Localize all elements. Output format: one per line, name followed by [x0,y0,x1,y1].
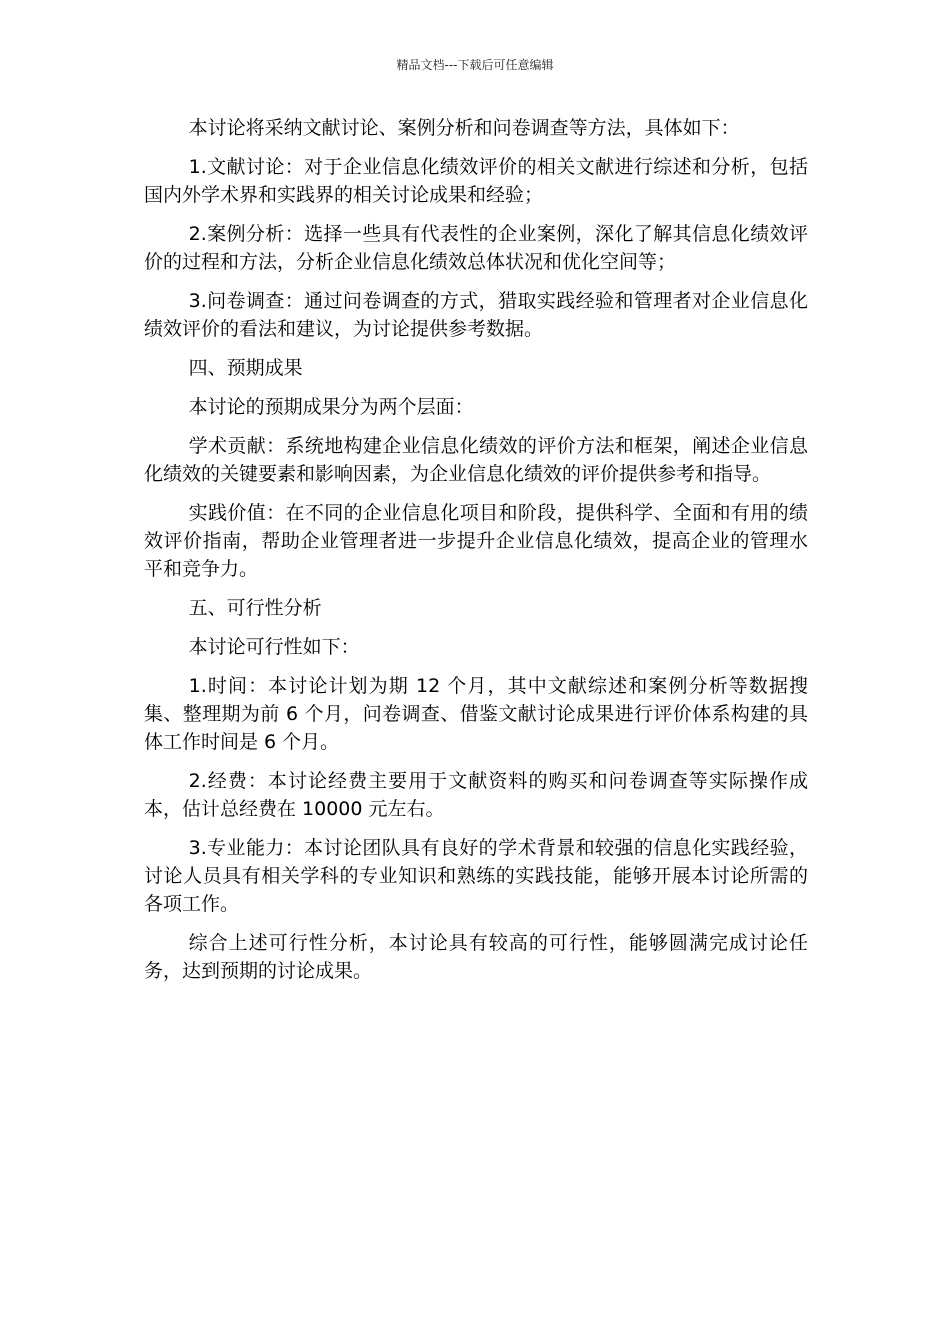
paragraph-budget: 2.经费：本讨论经费主要用于文献资料的购买和问卷调查等实际操作成本，估计总经费在 10000 元左右。 [144,770,808,820]
paragraph-expertise: 3.专业能力：本讨论团队具有良好的学术背景和较强的信息化实践经验，讨论人员具有相关学科的专业知识和熟练的实践技能，能够开展本讨论所需的各项工作。 [144,837,808,915]
paragraph-literature-review: 1.文献讨论：对于企业信息化绩效评价的相关文献进行综述和分析，包括国内外学术界和实践界的相关讨论成果和经验； [144,156,808,206]
section-heading-expected-results: 四、预期成果 [188,357,303,379]
document-body [144,114,808,996]
page-header: 精品文档---下载后可任意编辑 [396,58,554,72]
paragraph-feasibility-intro: 本讨论可行性如下： [188,636,360,658]
paragraph-academic-contribution: 学术贡献：系统地构建企业信息化绩效的评价方法和框架，阐述企业信息化绩效的关键要素和影响因素，为企业信息化绩效的评价提供参考和指导。 [144,435,808,485]
section-heading-feasibility: 五、可行性分析 [188,597,322,619]
paragraph-case-analysis: 2.案例分析：选择一些具有代表性的企业案例，深化了解其信息化绩效评价的过程和方法，分析企业信息化绩效总体状况和优化空间等； [144,223,808,273]
paragraph-conclusion: 综合上述可行性分析，本讨论具有较高的可行性，能够圆满完成讨论任务，达到预期的讨论成果。 [144,932,808,982]
paragraph-time: 1.时间：本讨论计划为期 12 个月，其中文献综述和案例分析等数据搜集、整理期为前 6 个月，问卷调查、借鉴文献讨论成果进行评价体系构建的具体工作时间是 6 个月。 [144,675,808,753]
paragraph-methods-intro: 本讨论将采纳文献讨论、案例分析和问卷调查等方法，具体如下： [188,117,740,139]
paragraph-practical-value: 实践价值：在不同的企业信息化项目和阶段，提供科学、全面和有用的绩效评价指南，帮助企业管理者进一步提升企业信息化绩效，提高企业的管理水平和竞争力。 [144,502,808,580]
paragraph-expected-results-intro: 本讨论的预期成果分为两个层面： [188,396,474,418]
paragraph-questionnaire: 3.问卷调查：通过问卷调查的方式，猎取实践经验和管理者对企业信息化绩效评价的看法和建议，为讨论提供参考数据。 [144,290,808,340]
